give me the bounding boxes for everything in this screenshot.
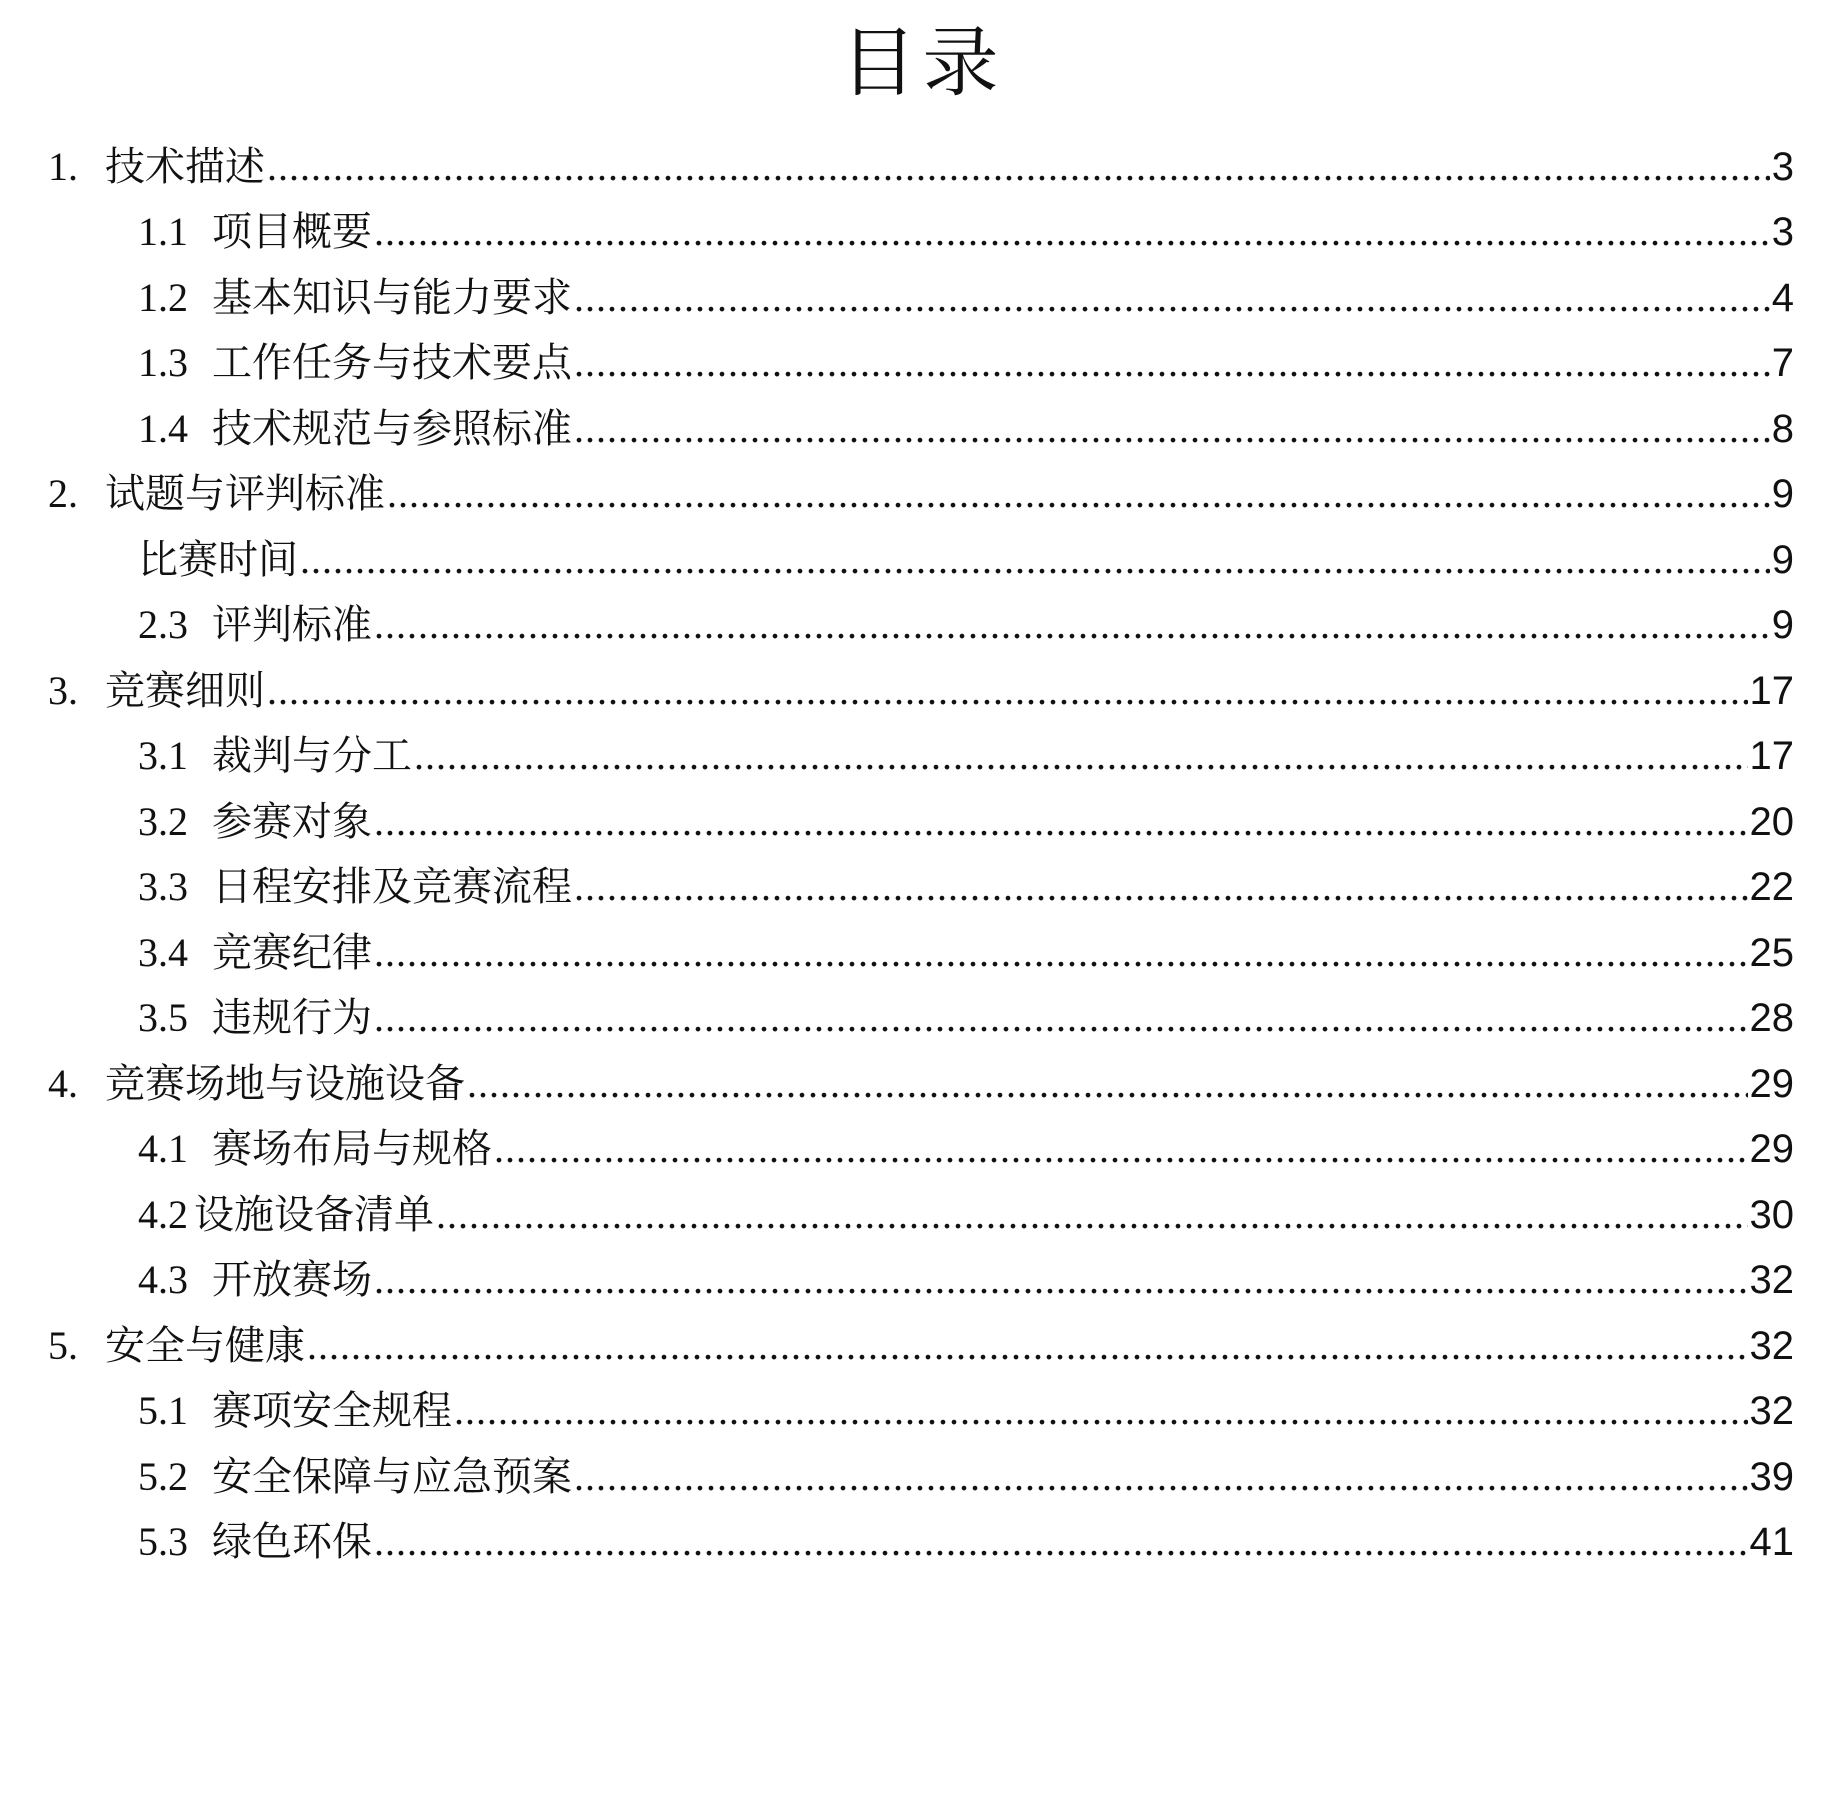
toc-leader-dots — [574, 333, 1770, 393]
toc-entry-number: 3.2 — [138, 799, 188, 844]
toc-entry-1[interactable] — [48, 137, 1794, 197]
toc-entry-3-1[interactable] — [138, 726, 1794, 786]
toc-entry-title: 项目概要 — [212, 209, 372, 255]
toc-entry-page: 17 — [1749, 734, 1794, 778]
toc-entry-title: 日程安排及竞赛流程 — [212, 864, 572, 910]
toc-entry-1-2[interactable] — [138, 268, 1794, 328]
toc-leader-dots — [307, 1316, 1748, 1376]
toc-entry-page: 4 — [1771, 276, 1794, 320]
toc-entry-number: 4. — [48, 1061, 78, 1106]
toc-entry-3-3[interactable] — [138, 857, 1794, 917]
toc-entry-title: 赛项安全规程 — [212, 1388, 452, 1434]
toc-entry-title: 安全与健康 — [105, 1323, 305, 1369]
toc-entry-number: 5. — [48, 1323, 78, 1368]
toc-entry-page: 9 — [1771, 603, 1794, 647]
toc-leader-dots — [574, 399, 1770, 459]
toc-entry-number: 4.3 — [138, 1257, 188, 1302]
toc-leader-dots — [374, 1512, 1748, 1572]
toc-leader-dots — [374, 792, 1748, 852]
toc-entry-title: 比赛时间 — [138, 537, 298, 583]
toc-entry-page: 3 — [1771, 210, 1794, 254]
toc-entry-5-3[interactable] — [138, 1512, 1794, 1572]
toc-entry-title: 赛场布局与规格 — [212, 1126, 492, 1172]
toc-entry-page: 25 — [1749, 931, 1794, 975]
toc-entry-page: 20 — [1749, 800, 1794, 844]
toc-leader-dots — [574, 268, 1770, 328]
toc-entry-3-4[interactable] — [138, 923, 1794, 983]
toc-entry-1-4[interactable] — [138, 399, 1794, 459]
toc-leader-dots — [454, 1381, 1748, 1441]
toc-entry-page: 8 — [1771, 407, 1794, 451]
toc-entry-4[interactable] — [48, 1054, 1794, 1114]
toc-entry-page: 28 — [1749, 996, 1794, 1040]
toc-entry-number: 3.5 — [138, 995, 188, 1040]
toc-leader-dots — [374, 923, 1748, 983]
toc-entry-number: 2.3 — [138, 602, 188, 647]
toc-entry-number: 1.3 — [138, 340, 188, 385]
toc-entry-number: 1.2 — [138, 275, 188, 320]
toc-entry-number: 3. — [48, 668, 78, 713]
toc-entry-page: 41 — [1749, 1520, 1794, 1564]
toc-entry-title: 安全保障与应急预案 — [212, 1454, 572, 1500]
toc-entry-page: 32 — [1749, 1324, 1794, 1368]
toc-entry-page: 7 — [1771, 341, 1794, 385]
toc-leader-dots — [374, 202, 1770, 262]
toc-entry-page: 9 — [1771, 472, 1794, 516]
toc-entry-number: 5.1 — [138, 1388, 188, 1433]
toc-entry-title: 裁判与分工 — [212, 733, 412, 779]
toc-entry-3-2[interactable] — [138, 792, 1794, 852]
toc-leader-dots — [494, 1119, 1748, 1179]
toc-entry-number: 1.4 — [138, 406, 188, 451]
toc-entry-1-3[interactable] — [138, 333, 1794, 393]
toc-leader-dots — [374, 988, 1748, 1048]
toc-entry-2-unnumbered[interactable] — [138, 530, 1794, 590]
toc-entry-3-5[interactable] — [138, 988, 1794, 1048]
toc-entry-title: 开放赛场 — [212, 1257, 372, 1303]
toc-entry-5-2[interactable] — [138, 1447, 1794, 1507]
toc-leader-dots — [387, 464, 1770, 524]
toc-entry-title: 竞赛纪律 — [212, 930, 372, 976]
toc-entry-page: 32 — [1749, 1258, 1794, 1302]
toc-entry-2[interactable] — [48, 464, 1794, 524]
toc-entry-page: 22 — [1749, 865, 1794, 909]
toc-entry-page: 29 — [1749, 1062, 1794, 1106]
toc-entry-title: 技术描述 — [105, 144, 265, 190]
toc-entry-page: 17 — [1749, 669, 1794, 713]
toc-leader-dots — [436, 1185, 1748, 1245]
toc-entry-5-1[interactable] — [138, 1381, 1794, 1441]
toc-entry-number: 1.1 — [138, 209, 188, 254]
toc-leader-dots — [467, 1054, 1748, 1114]
toc-entry-number: 1. — [48, 144, 78, 189]
toc-entry-title: 设施设备清单 — [194, 1192, 434, 1238]
toc-entry-number: 2. — [48, 471, 78, 516]
toc-entry-number: 4.1 — [138, 1126, 188, 1171]
toc-entry-title: 竞赛细则 — [105, 668, 265, 714]
toc-entry-number: 3.3 — [138, 864, 188, 909]
toc-entry-1-1[interactable] — [138, 202, 1794, 262]
toc-entry-number: 5.3 — [138, 1519, 188, 1564]
toc-entry-title: 参赛对象 — [212, 799, 372, 845]
toc-entry-page: 9 — [1771, 538, 1794, 582]
toc-entry-title: 绿色环保 — [212, 1519, 372, 1565]
toc-leader-dots — [300, 530, 1770, 590]
toc-leader-dots — [267, 137, 1770, 197]
toc-entry-title: 技术规范与参照标准 — [212, 406, 572, 452]
toc-entry-number: 4.2 — [138, 1192, 188, 1237]
toc-entry-title: 违规行为 — [212, 995, 372, 1041]
toc-entry-page: 30 — [1749, 1193, 1794, 1237]
toc-entry-page: 39 — [1749, 1455, 1794, 1499]
toc-entry-number: 3.4 — [138, 930, 188, 975]
toc-entry-5[interactable] — [48, 1316, 1794, 1376]
toc-entry-title: 基本知识与能力要求 — [212, 275, 572, 321]
toc-entry-number: 3.1 — [138, 733, 188, 778]
toc-entry-3[interactable] — [48, 661, 1794, 721]
toc-entry-title: 竞赛场地与设施设备 — [105, 1061, 465, 1107]
toc-entry-page: 32 — [1749, 1389, 1794, 1433]
toc-entry-title: 工作任务与技术要点 — [212, 340, 572, 386]
toc-leader-dots — [574, 857, 1748, 917]
toc-entry-page: 29 — [1749, 1127, 1794, 1171]
toc-entry-number: 5.2 — [138, 1454, 188, 1499]
toc-entry-title: 评判标准 — [212, 602, 372, 648]
toc-entry-title: 试题与评判标准 — [105, 471, 385, 517]
toc-entry-page: 3 — [1771, 145, 1794, 189]
toc-leader-dots — [267, 661, 1748, 721]
toc-leader-dots — [574, 1447, 1748, 1507]
toc-leader-dots — [374, 595, 1770, 655]
toc-entry-2-3[interactable] — [138, 595, 1794, 655]
toc-entry-4-3[interactable] — [138, 1250, 1794, 1310]
toc-entry-4-1[interactable] — [138, 1119, 1794, 1179]
toc-title: 目录 — [840, 18, 1005, 107]
toc-entry-4-2[interactable] — [138, 1185, 1794, 1245]
toc-leader-dots — [374, 1250, 1748, 1310]
toc-leader-dots — [414, 726, 1748, 786]
